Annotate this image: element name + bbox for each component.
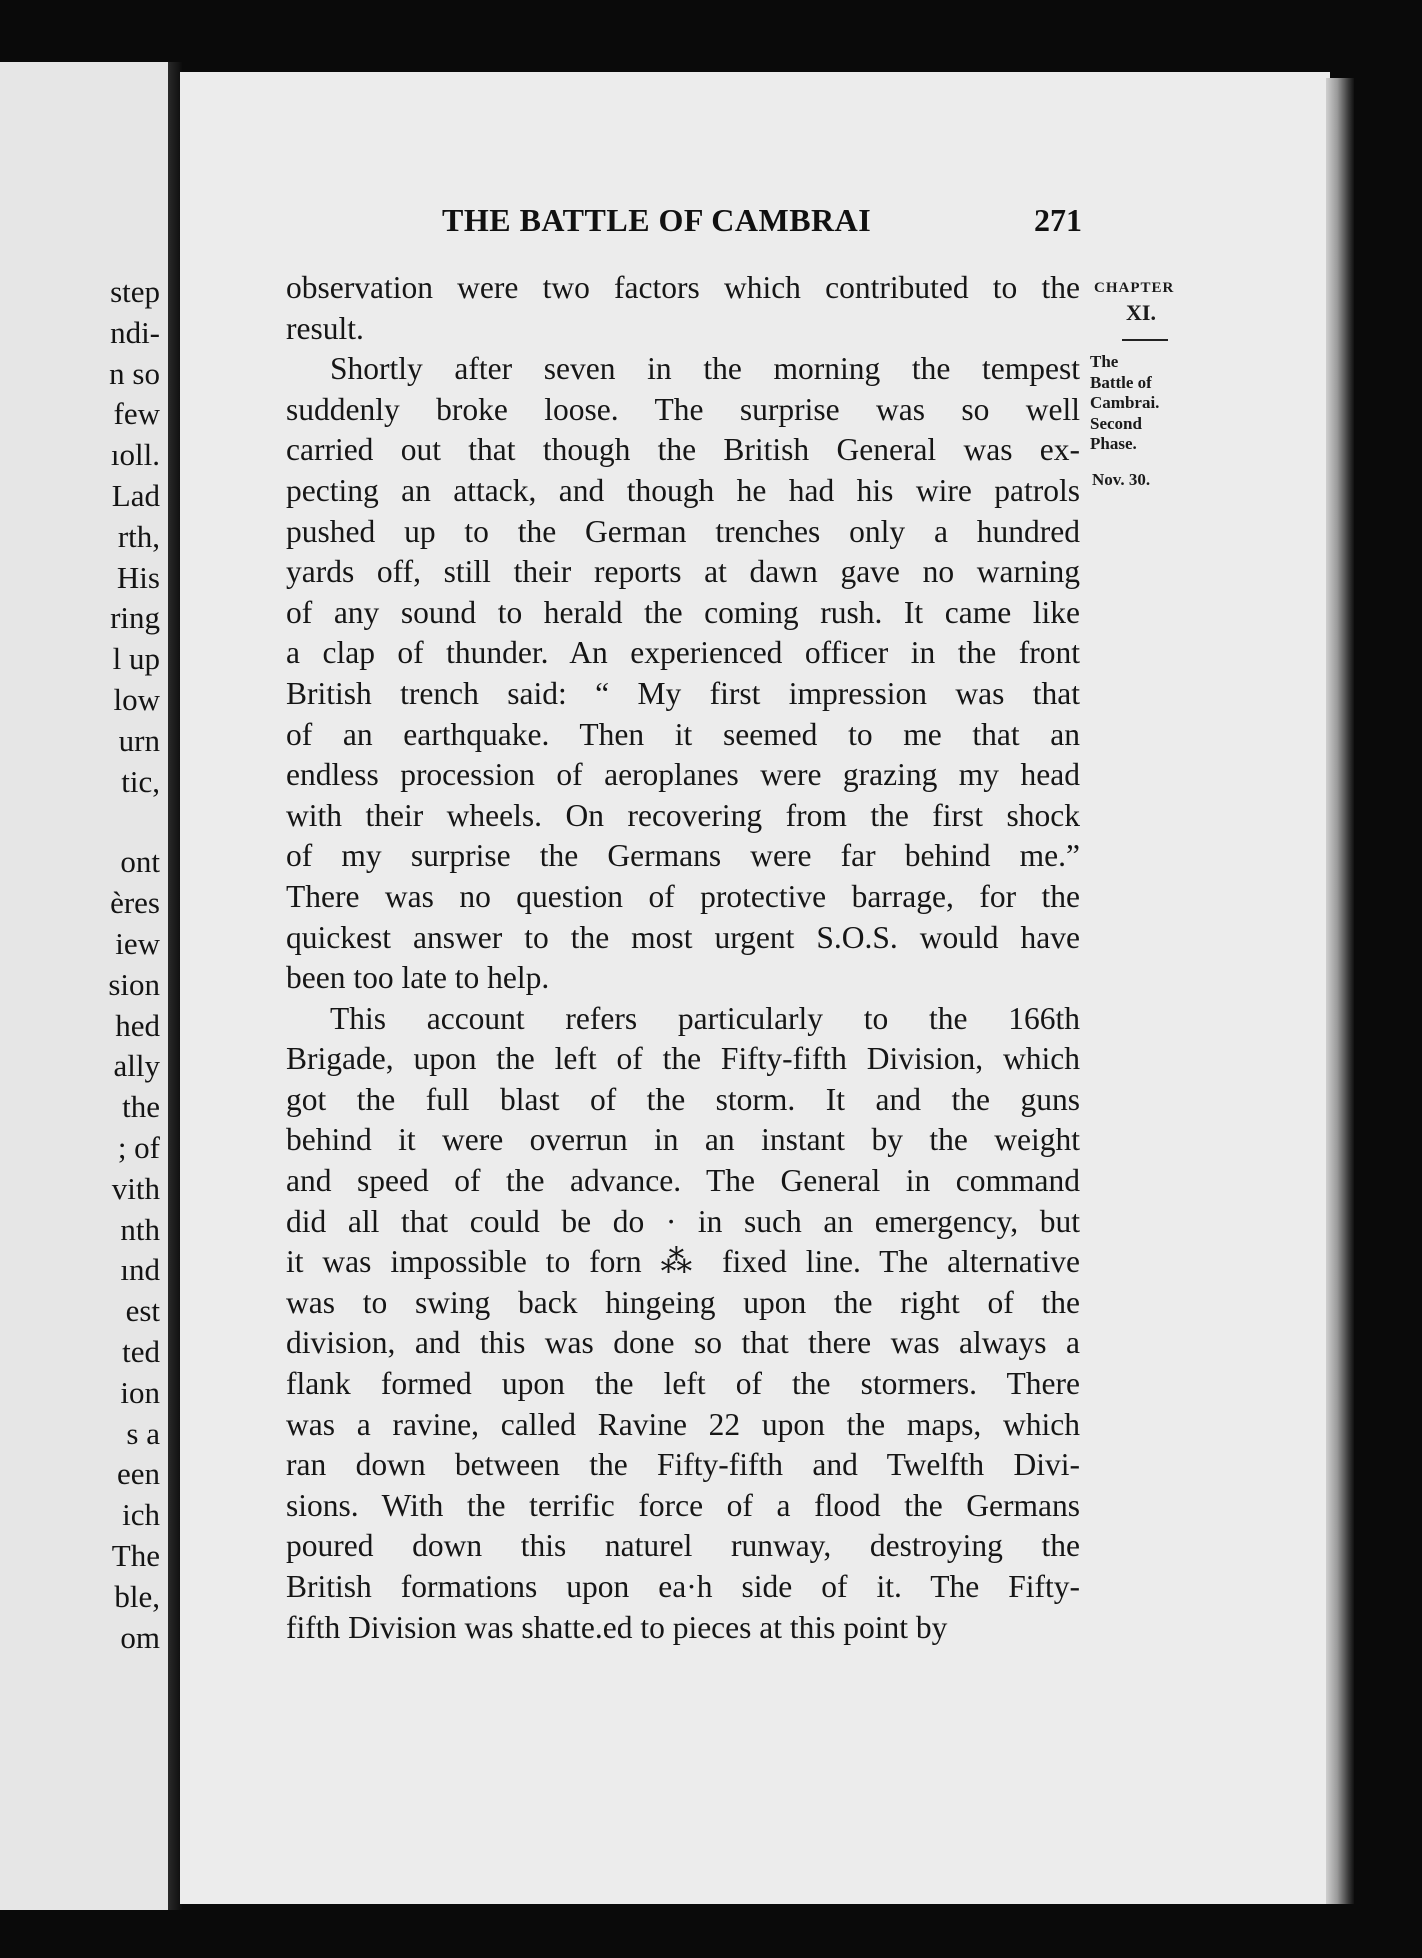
facing-page-line: ble,: [114, 1578, 160, 1614]
text-line: yards off, still their reports at dawn gave no warning: [286, 554, 1080, 590]
facing-page-line: ndi-: [110, 314, 160, 350]
facing-page-line: vith: [111, 1170, 160, 1206]
facing-page-line: ted: [122, 1333, 160, 1369]
sidenote-chapter-number: XI.: [1126, 300, 1156, 325]
facing-page-line: rth,: [117, 518, 160, 554]
sidenote-line: Phase.: [1090, 434, 1137, 453]
text-line: British formations upon ea·h side of it. The Fifty-: [286, 1569, 1080, 1604]
text-line: got the full blast of the storm. It and the guns: [286, 1081, 1080, 1117]
text-line: pecting an attack, and though he had his wire patrols: [286, 472, 1080, 508]
text-line: and speed of the advance. The General in command: [286, 1163, 1080, 1199]
text-line: been too late to help.: [286, 960, 550, 996]
facing-page-line: ıoll.: [110, 437, 160, 473]
sidenote-date: Nov. 30.: [1092, 470, 1151, 489]
text-line: with their wheels. On recovering from the first shock: [286, 797, 1080, 833]
sidenote-rule: [1122, 339, 1168, 341]
facing-page-line: ich: [122, 1497, 160, 1533]
sidenote-line: The: [1090, 352, 1119, 371]
facing-page-line: een: [116, 1456, 160, 1492]
page-edge-shadow: [1326, 78, 1354, 1904]
text-line: ran down between the Fifty-fifth and Twelfth Divi-: [286, 1447, 1080, 1483]
facing-page-line: ion: [120, 1374, 160, 1410]
text-line: endless procession of aeroplanes were grazing my head: [286, 757, 1080, 793]
facing-page-line: low: [113, 681, 160, 717]
facing-page-line: urn: [118, 722, 160, 758]
sidenote-topic: [1090, 352, 1159, 455]
facing-page-line: iew: [115, 925, 160, 961]
sidenote-line: Second: [1090, 413, 1142, 433]
page-number: 271: [1034, 202, 1082, 238]
text-line: quickest answer to the most urgent S.O.S. would have: [286, 919, 1080, 955]
text-line: behind it were overrun in an instant by the weight: [286, 1122, 1080, 1158]
text-line: There was no question of protective barrage, for the: [286, 878, 1080, 914]
facing-page-text: [108, 272, 160, 1658]
facing-page-line: step: [110, 274, 160, 309]
facing-page-line: ınd: [120, 1252, 160, 1288]
facing-page-line: ères: [110, 885, 160, 921]
text-line: it was impossible to forn ⁂ fixed line. The alternative: [286, 1244, 1080, 1280]
text-line: was to swing back hingeing upon the right of the: [286, 1284, 1080, 1320]
text-line: division, and this was done so that there was always a: [286, 1325, 1080, 1361]
text-line: flank formed upon the left of the stormers. There: [286, 1366, 1080, 1402]
text-line: This account refers particularly to the 166th: [330, 1000, 1080, 1036]
text-line: was a ravine, called Ravine 22 upon the maps, which: [286, 1406, 1080, 1442]
facing-page-line: nth: [120, 1211, 160, 1247]
text-line: a clap of thunder. An experienced officer in the front: [286, 635, 1080, 671]
facing-page-line: ont: [120, 844, 160, 880]
facing-page-line: ; of: [117, 1129, 160, 1165]
text-line: observation were two factors which contributed to the: [286, 270, 1080, 305]
sidenote-line: Cambrai.: [1090, 393, 1160, 412]
text-line: pushed up to the German trenches only a hundred: [286, 513, 1080, 549]
text-line: Shortly after seven in the morning the tempest: [330, 351, 1080, 387]
running-title: THE BATTLE OF CAMBRAI: [442, 202, 872, 238]
body-text: [286, 268, 1080, 1648]
sidenote-chapter-label: CHAPTER: [1094, 280, 1175, 296]
facing-page-line: the: [122, 1089, 160, 1125]
facing-page-line: Lad: [111, 477, 160, 513]
running-head: [442, 202, 1082, 244]
facing-page-line: His: [116, 559, 160, 595]
text-line: poured down this naturel runway, destroying the: [286, 1528, 1080, 1564]
text-line: result.: [286, 310, 364, 346]
text-line: of my surprise the Germans were far behind me.”: [286, 838, 1080, 874]
facing-page-line: tic,: [121, 763, 160, 799]
text-line: suddenly broke loose. The surprise was so well: [286, 391, 1080, 427]
facing-page-line: sion: [108, 966, 160, 1002]
text-line: British trench said: “ My first impression was that: [286, 675, 1080, 711]
facing-page-line: ring: [110, 600, 160, 636]
text-line: fifth Division was shatte.ed to pieces at this point by: [286, 1609, 948, 1645]
facing-page-line: l up: [112, 641, 160, 677]
facing-page-line: The: [111, 1537, 160, 1573]
facing-page-line: om: [120, 1619, 160, 1655]
facing-page-edge: [0, 62, 178, 1910]
text-line: of any sound to herald the coming rush. It came like: [286, 594, 1080, 630]
facing-page-line: n so: [109, 355, 160, 391]
text-line: Brigade, upon the left of the Fifty-fifth Division, which: [286, 1041, 1080, 1077]
text-line: sions. With the terrific force of a flood the Germans: [286, 1487, 1080, 1523]
facing-page-line: s a: [126, 1415, 160, 1451]
facing-page-line: few: [113, 396, 160, 432]
facing-page-line: [108, 802, 160, 842]
text-line: carried out that though the British General was ex-: [286, 432, 1080, 468]
sidenote-line: Battle of: [1090, 372, 1152, 392]
facing-page-line: hed: [115, 1007, 160, 1043]
facing-page-line: est: [125, 1293, 160, 1329]
text-line: of an earthquake. Then it seemed to me that an: [286, 716, 1080, 752]
text-line: did all that could be do · in such an emergency, but: [286, 1203, 1080, 1239]
facing-page-line: ally: [113, 1048, 160, 1084]
